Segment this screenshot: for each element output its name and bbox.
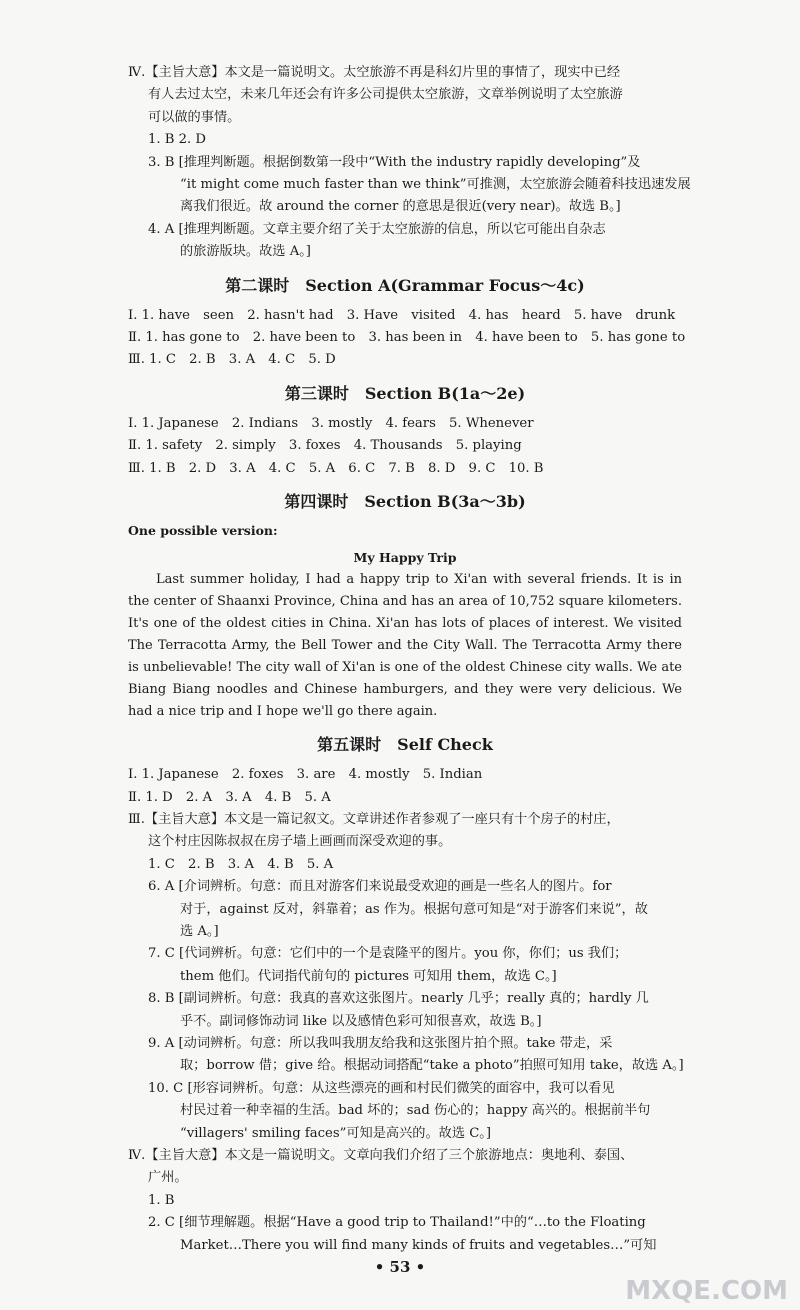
answer-line: Ⅰ. 1. have seen 2. hasn't had 3. Have visited 4. has heard 5. have drunk bbox=[128, 307, 676, 323]
answer-line: Ⅲ. 1. C 2. B 3. A 4. C 5. D bbox=[128, 352, 336, 368]
lesson-2-answers bbox=[128, 305, 686, 372]
answer-line: 8. B [副词辨析。句意：我真的喜欢这张图片。nearly 几乎；really 真的；hardly 几 bbox=[148, 991, 649, 1007]
text-line: 广州。 bbox=[148, 1170, 188, 1186]
text-line: Ⅳ.【主旨大意】本文是一篇说明文。太空旅游不再是科幻片里的事情了，现实中已经 bbox=[128, 65, 621, 80]
answer-line: Ⅲ. 1. B 2. D 3. A 4. C 5. A 6. C 7. B 8. D 9. C 10. B bbox=[128, 460, 544, 476]
text-line: 有人去过太空，未来几年还会有许多公司提供太空旅游，文章举例说明了太空旅游 bbox=[148, 87, 623, 103]
answer-line: 3. B [推理判断题。根据倒数第一段中“With the industry rapidly developing”及 bbox=[148, 154, 641, 170]
answer-line: 6. A [介词辨析。句意：而且对游客们来说最受欢迎的画是一些名人的图片。for bbox=[148, 879, 612, 895]
text-line: 离我们很近。故 around the corner 的意思是很近(very near)。故选 B。] bbox=[180, 199, 621, 215]
text-line: 选 A。] bbox=[180, 923, 219, 939]
lesson-5-answers bbox=[128, 764, 682, 1257]
block-iv-space-travel bbox=[128, 62, 691, 264]
answer-line: 1. B bbox=[148, 1192, 175, 1208]
answer-line: 9. A [动词辨析。句意：所以我叫我朋友给我和这张图片拍个照。take 带走，采 bbox=[148, 1035, 613, 1051]
text-line: Ⅲ.【主旨大意】本文是一篇记叙文。文章讲述作者参观了一座只有十个房子的村庄， bbox=[128, 811, 620, 827]
section-heading-lesson-2: 第二课时 Section A(Grammar Focus～4c) bbox=[225, 275, 585, 295]
answer-line: Ⅰ. 1. Japanese 2. foxes 3. are 4. mostly 5. Indian bbox=[128, 767, 483, 783]
text-line: 取；borrow 借；give 给。根据动词搭配“take a photo”拍照可知用 take，故选 A。] bbox=[180, 1058, 684, 1074]
essay-body bbox=[128, 569, 682, 723]
answer-line: Ⅱ. 1. safety 2. simply 3. foxes 4. Thousands 5. playing bbox=[128, 438, 522, 454]
text-line: 乎不。副词修饰动词 like 以及感情色彩可知很喜欢，故选 B。] bbox=[180, 1013, 542, 1029]
answer-line: Ⅰ. 1. Japanese 2. Indians 3. mostly 4. fears 5. Whenever bbox=[128, 415, 534, 431]
answer-line: 4. A [推理判断题。文章主要介绍了关于太空旅游的信息，所以它可能出自杂志 bbox=[148, 221, 606, 237]
text-line: them 他们。代词指代前句的 pictures 可知用 them，故选 C。] bbox=[180, 968, 557, 984]
lesson-3-answers bbox=[128, 413, 682, 480]
answer-line: 7. C [代词辨析。句意：它们中的一个是袁隆平的图片。you 你，你们；us 我们； bbox=[148, 946, 628, 962]
section-heading-lesson-3: 第三课时 Section B(1a～2e) bbox=[284, 383, 526, 403]
possible-version-label: One possible version: bbox=[128, 523, 278, 539]
answer-line: 2. C [细节理解题。根据“Have a good trip to Thailand!”中的“…to the Floating bbox=[148, 1215, 646, 1231]
text-line: 对于，against 反对，斜靠着；as 作为。根据句意可知是“对于游客们来说”，故 bbox=[180, 901, 648, 917]
text-line: 村民过着一种幸福的生活。bad 坏的；sad 伤心的；happy 高兴的。根据前半句 bbox=[180, 1103, 651, 1119]
text-line: “villagers' smiling faces”可知是高兴的。故选 C。] bbox=[180, 1125, 492, 1141]
watermark-logo: MXQE.COM bbox=[625, 1276, 788, 1306]
answer-line: 1. C 2. B 3. A 4. B 5. A bbox=[148, 856, 334, 872]
text-line: 的旅游版块。故选 A。] bbox=[180, 244, 311, 260]
text-line: 这个村庄因陈叔叔在房子墙上画画而深受欢迎的事。 bbox=[148, 834, 452, 850]
text-line: “it might come much faster than we think”可推测，太空旅游会随着科技迅速发展 bbox=[180, 177, 691, 193]
answer-line: Ⅱ. 1. D 2. A 3. A 4. B 5. A bbox=[128, 789, 331, 805]
essay-title: My Happy Trip bbox=[353, 550, 457, 566]
section-heading-lesson-4: 第四课时 Section B(3a～3b) bbox=[284, 492, 526, 512]
essay-text: Last summer holiday, I had a happy trip to Xi'an with several friends. It is in the center of Shaanxi Province, China and has an area of 10,752 square kilometers. It's one of the oldest cities in China. Xi'an has lots of places of interest. We visited The Terracotta Army, the Bell Tower and the City Wall. The Terracotta Army there is unbelievable! The city wall of Xi'an is one of the oldest Chinese city walls. We ate Biang Biang noodles and Chinese hamburgers, and they were very delicious. We had a nice trip and I hope we'll go there again. bbox=[128, 572, 682, 720]
page-number: • 53 • bbox=[374, 1258, 426, 1276]
answer-line: 10. C [形容词辨析。句意：从这些漂亮的画和村民们微笑的面容中，我可以看见 bbox=[148, 1080, 615, 1096]
text-line: 可以做的事情。 bbox=[148, 109, 241, 125]
answer-line: 1. B 2. D bbox=[148, 132, 207, 148]
answer-line: Ⅱ. 1. has gone to 2. have been to 3. has been in 4. have been to 5. has gone to bbox=[128, 330, 686, 346]
text-line: Market…There you will find many kinds of fruits and vegetables…”可知 bbox=[180, 1237, 657, 1253]
text-line: Ⅳ.【主旨大意】本文是一篇说明文。文章向我们介绍了三个旅游地点：奥地利、泰国、 bbox=[128, 1148, 634, 1163]
section-heading-lesson-5: 第五课时 Self Check bbox=[317, 735, 493, 755]
